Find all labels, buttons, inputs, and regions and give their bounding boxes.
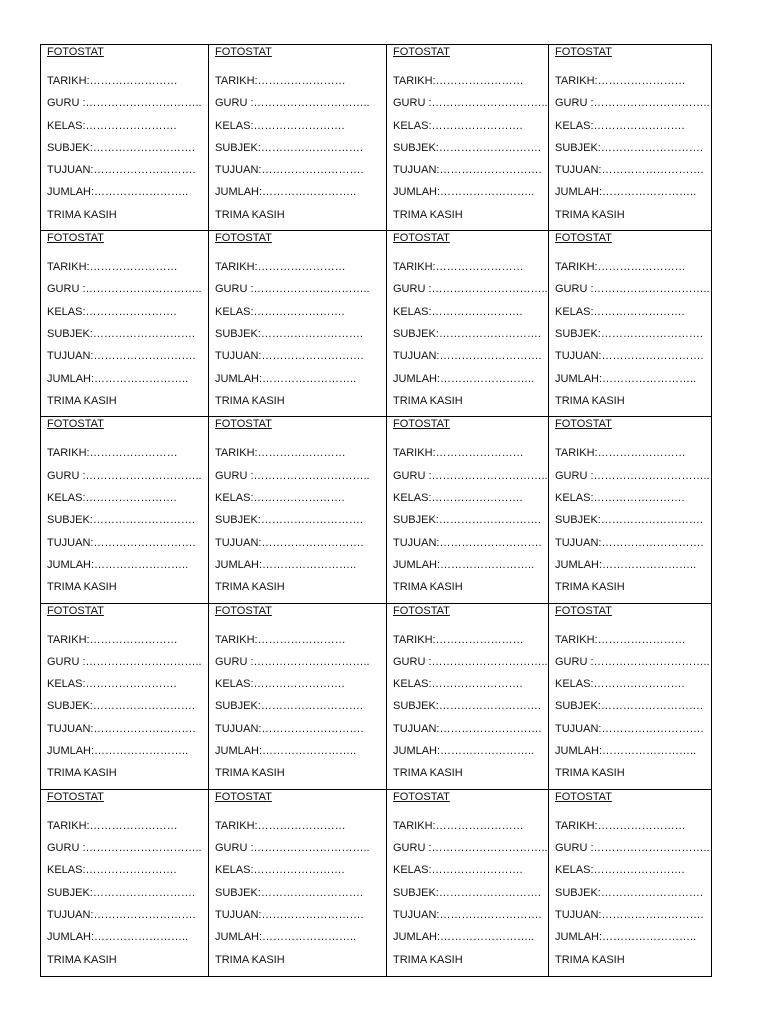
slip-field-tujuan: TUJUAN:………………………. [393, 350, 542, 363]
slip-field-trima-kasih: TRIMA KASIH [47, 767, 117, 780]
slip-field-tujuan: TUJUAN:………………………. [555, 536, 704, 549]
slip-title: FOTOSTAT [47, 232, 104, 245]
slip-title: FOTOSTAT [215, 418, 272, 431]
slip-field-tarikh: TARIKH:…………………… [555, 633, 686, 646]
photocopy-slip [41, 417, 209, 603]
slip-field-guru: GURU :………………………….. [215, 655, 370, 668]
slip-field-guru: GURU :………………………….. [555, 655, 710, 668]
slip-field-tarikh: TARIKH:…………………… [215, 633, 346, 646]
slip-field-subjek: SUBJEK:………………………. [555, 700, 703, 713]
slip-field-tujuan: TUJUAN:………………………. [215, 908, 364, 921]
slip-field-subjek: SUBJEK:………………………. [393, 886, 541, 899]
slip-field-tarikh: TARIKH:…………………… [393, 819, 524, 832]
photocopy-slip [209, 231, 387, 417]
slip-field-tarikh: TARIKH:…………………… [555, 75, 686, 87]
slip-field-guru: GURU :………………………….. [215, 283, 370, 296]
slip-field-tarikh: TARIKH:…………………… [215, 75, 346, 87]
slip-field-tarikh: TARIKH:…………………… [215, 819, 346, 832]
slip-field-subjek: SUBJEK:………………………. [555, 514, 703, 527]
slip-field-trima-kasih: TRIMA KASIH [215, 394, 285, 407]
slip-field-tujuan: TUJUAN:………………………. [215, 722, 364, 735]
slip-field-jumlah: JUMLAH:…………………….. [393, 372, 535, 385]
slip-field-kelas: KELAS:……………………. [555, 491, 685, 504]
slip-title: FOTOSTAT [555, 46, 612, 58]
slip-field-kelas: KELAS:……………………. [47, 678, 177, 691]
slip-field-guru: GURU :………………………….. [555, 842, 710, 855]
photocopy-slip [41, 790, 209, 976]
slip-title: FOTOSTAT [47, 418, 104, 431]
slip-field-kelas: KELAS:……………………. [47, 119, 177, 132]
slip-field-tarikh: TARIKH:…………………… [215, 261, 346, 274]
slip-title: FOTOSTAT [393, 46, 450, 58]
slip-field-guru: GURU :………………………….. [393, 655, 548, 668]
slip-field-subjek: SUBJEK:………………………. [47, 700, 195, 713]
slip-field-guru: GURU :………………………….. [393, 842, 548, 855]
slip-field-tarikh: TARIKH:…………………… [393, 633, 524, 646]
slip-field-jumlah: JUMLAH:…………………….. [555, 745, 697, 758]
slip-field-guru: GURU :………………………….. [393, 97, 548, 110]
slip-field-subjek: SUBJEK:………………………. [47, 141, 195, 154]
photocopy-slip [387, 231, 549, 417]
slip-field-tarikh: TARIKH:…………………… [215, 447, 346, 460]
slip-field-subjek: SUBJEK:………………………. [393, 328, 541, 341]
slip-field-subjek: SUBJEK:………………………. [47, 514, 195, 527]
slip-field-trima-kasih: TRIMA KASIH [555, 208, 625, 221]
slip-field-kelas: KELAS:……………………. [555, 864, 685, 877]
slip-field-jumlah: JUMLAH:…………………….. [393, 745, 535, 758]
slip-field-trima-kasih: TRIMA KASIH [555, 394, 625, 407]
photocopy-slip [387, 604, 549, 790]
slip-field-guru: GURU :………………………….. [215, 469, 370, 482]
photocopy-slip [209, 604, 387, 790]
slip-field-jumlah: JUMLAH:…………………….. [47, 558, 189, 571]
slip-field-kelas: KELAS:……………………. [215, 491, 345, 504]
slip-field-guru: GURU :………………………….. [47, 469, 202, 482]
slip-field-guru: GURU :………………………….. [215, 842, 370, 855]
slip-field-trima-kasih: TRIMA KASIH [47, 953, 117, 966]
slip-field-kelas: KELAS:……………………. [393, 864, 523, 877]
slip-title: FOTOSTAT [555, 418, 612, 431]
slip-title: FOTOSTAT [555, 790, 612, 803]
slip-field-kelas: KELAS:……………………. [555, 305, 685, 318]
slip-field-jumlah: JUMLAH:…………………….. [555, 931, 697, 944]
slip-field-subjek: SUBJEK:………………………. [215, 141, 363, 154]
photocopy-slip-sheet [40, 44, 712, 977]
slip-field-guru: GURU :………………………….. [47, 97, 202, 110]
slip-field-subjek: SUBJEK:………………………. [393, 700, 541, 713]
slip-title: FOTOSTAT [47, 604, 104, 617]
slip-field-tarikh: TARIKH:…………………… [47, 633, 178, 646]
slip-field-kelas: KELAS:……………………. [215, 864, 345, 877]
photocopy-slip [387, 45, 549, 231]
slip-field-subjek: SUBJEK:………………………. [47, 328, 195, 341]
slip-field-jumlah: JUMLAH:…………………….. [555, 186, 697, 199]
photocopy-slip [209, 45, 387, 231]
slip-field-guru: GURU :………………………….. [215, 97, 370, 110]
slip-field-tarikh: TARIKH:…………………… [47, 261, 178, 274]
slip-field-trima-kasih: TRIMA KASIH [555, 953, 625, 966]
slip-field-tarikh: TARIKH:…………………… [555, 447, 686, 460]
slip-title: FOTOSTAT [215, 232, 272, 245]
slip-field-guru: GURU :………………………….. [393, 283, 548, 296]
slip-title: FOTOSTAT [555, 604, 612, 617]
slip-field-kelas: KELAS:……………………. [215, 305, 345, 318]
slip-field-kelas: KELAS:……………………. [47, 864, 177, 877]
slip-field-kelas: KELAS:……………………. [555, 119, 685, 132]
slip-title: FOTOSTAT [393, 418, 450, 431]
slip-field-jumlah: JUMLAH:…………………….. [215, 372, 357, 385]
slip-title: FOTOSTAT [393, 604, 450, 617]
slip-field-jumlah: JUMLAH:…………………….. [215, 931, 357, 944]
photocopy-slip [41, 45, 209, 231]
slip-field-trima-kasih: TRIMA KASIH [555, 767, 625, 780]
slip-field-trima-kasih: TRIMA KASIH [393, 767, 463, 780]
slip-field-guru: GURU :………………………….. [47, 842, 202, 855]
photocopy-slip [41, 231, 209, 417]
slip-field-subjek: SUBJEK:………………………. [215, 514, 363, 527]
slip-field-subjek: SUBJEK:………………………. [47, 886, 195, 899]
slip-field-tujuan: TUJUAN:………………………. [393, 722, 542, 735]
slip-field-tujuan: TUJUAN:………………………. [215, 164, 364, 177]
photocopy-slip [387, 790, 549, 976]
slip-field-tarikh: TARIKH:…………………… [47, 75, 178, 87]
slip-field-subjek: SUBJEK:………………………. [555, 328, 703, 341]
photocopy-slip [549, 790, 711, 976]
slip-field-trima-kasih: TRIMA KASIH [47, 394, 117, 407]
slip-field-jumlah: JUMLAH:…………………….. [47, 372, 189, 385]
slip-field-tarikh: TARIKH:…………………… [555, 261, 686, 274]
slip-field-subjek: SUBJEK:………………………. [215, 886, 363, 899]
photocopy-slip [549, 231, 711, 417]
slip-field-jumlah: JUMLAH:…………………….. [393, 931, 535, 944]
slip-field-jumlah: JUMLAH:…………………….. [47, 931, 189, 944]
slip-field-tarikh: TARIKH:…………………… [47, 819, 178, 832]
slip-title: FOTOSTAT [215, 790, 272, 803]
slip-field-tujuan: TUJUAN:………………………. [555, 164, 704, 177]
slip-title: FOTOSTAT [47, 790, 104, 803]
slip-field-tarikh: TARIKH:…………………… [393, 447, 524, 460]
photocopy-slip [209, 417, 387, 603]
slip-title: FOTOSTAT [47, 46, 104, 58]
slip-field-trima-kasih: TRIMA KASIH [393, 394, 463, 407]
slip-field-tujuan: TUJUAN:………………………. [47, 722, 196, 735]
slip-field-kelas: KELAS:……………………. [555, 678, 685, 691]
slip-field-jumlah: JUMLAH:…………………….. [555, 558, 697, 571]
slip-field-jumlah: JUMLAH:…………………….. [215, 186, 357, 199]
slip-field-guru: GURU :………………………….. [393, 469, 548, 482]
slip-field-kelas: KELAS:……………………. [215, 678, 345, 691]
slip-field-tujuan: TUJUAN:………………………. [393, 164, 542, 177]
slip-field-jumlah: JUMLAH:…………………….. [393, 558, 535, 571]
slip-field-tujuan: TUJUAN:………………………. [393, 908, 542, 921]
slip-title: FOTOSTAT [215, 604, 272, 617]
slip-field-trima-kasih: TRIMA KASIH [555, 581, 625, 594]
slip-field-kelas: KELAS:……………………. [393, 119, 523, 132]
slip-field-subjek: SUBJEK:………………………. [215, 700, 363, 713]
slip-field-tujuan: TUJUAN:………………………. [47, 164, 196, 177]
slip-field-subjek: SUBJEK:………………………. [215, 328, 363, 341]
slip-title: FOTOSTAT [215, 46, 272, 58]
slip-field-trima-kasih: TRIMA KASIH [393, 208, 463, 221]
slip-title: FOTOSTAT [555, 232, 612, 245]
slip-field-trima-kasih: TRIMA KASIH [215, 208, 285, 221]
slip-field-tujuan: TUJUAN:………………………. [47, 536, 196, 549]
slip-field-jumlah: JUMLAH:…………………….. [215, 745, 357, 758]
slip-title: FOTOSTAT [393, 232, 450, 245]
photocopy-slip [387, 417, 549, 603]
slip-field-trima-kasih: TRIMA KASIH [215, 767, 285, 780]
slip-field-subjek: SUBJEK:………………………. [555, 141, 703, 154]
slip-field-jumlah: JUMLAH:…………………….. [393, 186, 535, 199]
slip-field-tujuan: TUJUAN:………………………. [215, 536, 364, 549]
slip-field-trima-kasih: TRIMA KASIH [215, 953, 285, 966]
slip-field-kelas: KELAS:……………………. [47, 491, 177, 504]
slip-field-subjek: SUBJEK:………………………. [555, 886, 703, 899]
photocopy-slip [209, 790, 387, 976]
slip-field-kelas: KELAS:……………………. [215, 119, 345, 132]
slip-field-tujuan: TUJUAN:………………………. [393, 536, 542, 549]
slip-field-kelas: KELAS:……………………. [393, 678, 523, 691]
slip-field-guru: GURU :………………………….. [555, 97, 710, 110]
slip-field-kelas: KELAS:……………………. [393, 491, 523, 504]
slip-field-tujuan: TUJUAN:………………………. [47, 350, 196, 363]
slip-field-subjek: SUBJEK:………………………. [393, 514, 541, 527]
slip-field-tarikh: TARIKH:…………………… [393, 75, 524, 87]
slip-field-trima-kasih: TRIMA KASIH [47, 208, 117, 221]
slip-field-tujuan: TUJUAN:………………………. [47, 908, 196, 921]
slip-field-jumlah: JUMLAH:…………………….. [215, 558, 357, 571]
slip-field-guru: GURU :………………………….. [555, 469, 710, 482]
slip-field-tujuan: TUJUAN:………………………. [215, 350, 364, 363]
slip-field-trima-kasih: TRIMA KASIH [47, 581, 117, 594]
slip-field-kelas: KELAS:……………………. [47, 305, 177, 318]
slip-field-kelas: KELAS:……………………. [393, 305, 523, 318]
slip-field-tarikh: TARIKH:…………………… [393, 261, 524, 274]
slip-field-tujuan: TUJUAN:………………………. [555, 908, 704, 921]
slip-field-jumlah: JUMLAH:…………………….. [555, 372, 697, 385]
slip-field-tujuan: TUJUAN:………………………. [555, 350, 704, 363]
slip-field-guru: GURU :………………………….. [555, 283, 710, 296]
slip-field-guru: GURU :………………………….. [47, 283, 202, 296]
slip-field-trima-kasih: TRIMA KASIH [393, 581, 463, 594]
photocopy-slip [41, 604, 209, 790]
slip-field-tarikh: TARIKH:…………………… [47, 447, 178, 460]
slip-field-guru: GURU :………………………….. [47, 655, 202, 668]
photocopy-slip [549, 417, 711, 603]
photocopy-slip [549, 45, 711, 231]
slip-title: FOTOSTAT [393, 790, 450, 803]
photocopy-slip [549, 604, 711, 790]
slip-field-trima-kasih: TRIMA KASIH [393, 953, 463, 966]
slip-field-subjek: SUBJEK:………………………. [393, 141, 541, 154]
slip-field-jumlah: JUMLAH:…………………….. [47, 186, 189, 199]
slip-field-jumlah: JUMLAH:…………………….. [47, 745, 189, 758]
slip-field-tujuan: TUJUAN:………………………. [555, 722, 704, 735]
slip-field-trima-kasih: TRIMA KASIH [215, 581, 285, 594]
slip-field-tarikh: TARIKH:…………………… [555, 819, 686, 832]
